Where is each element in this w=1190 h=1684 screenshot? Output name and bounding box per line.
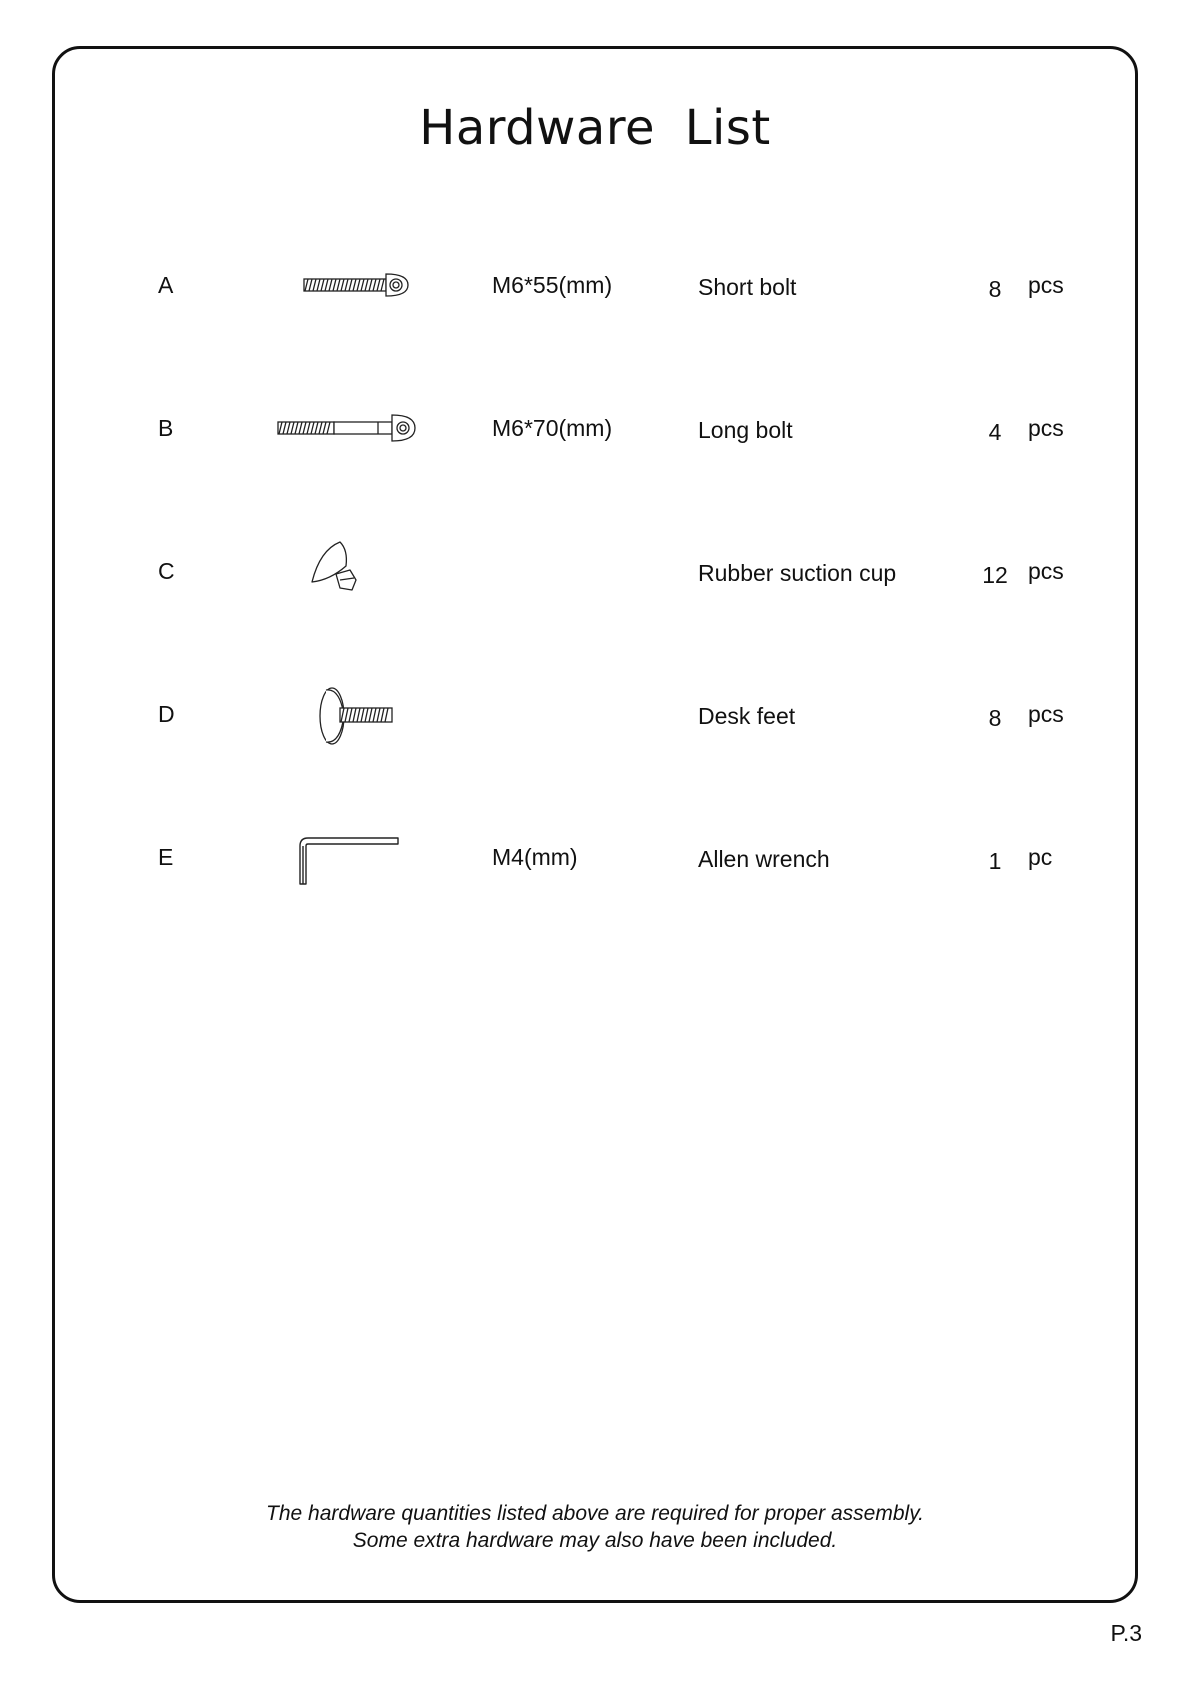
- item-name: Short bolt: [698, 274, 797, 300]
- footnote: [0, 1500, 1190, 1554]
- item-name: Allen wrench: [698, 846, 830, 872]
- item-name: Desk feet: [698, 703, 796, 729]
- item-name: Rubber suction cup: [698, 560, 897, 586]
- suction-cup-icon: [260, 536, 420, 606]
- item-size: M4(mm): [492, 844, 578, 870]
- footnote-line-1: The hardware quantities listed above are required for proper assembly.: [266, 1502, 924, 1525]
- item-unit: pc: [1028, 844, 1053, 870]
- hardware-row-b: [0, 393, 1190, 463]
- item-quantity: 8: [988, 705, 1002, 731]
- item-quantity: 12: [982, 562, 1008, 588]
- item-letter: C: [158, 558, 175, 584]
- desk-foot-icon: [260, 679, 420, 749]
- item-name: Long bolt: [698, 417, 793, 443]
- item-quantity: 4: [988, 419, 1002, 445]
- item-letter: A: [158, 272, 174, 298]
- item-unit: pcs: [1028, 415, 1064, 441]
- page-number: P.3: [1110, 1620, 1142, 1646]
- hardware-row-e: [0, 822, 1190, 892]
- item-unit: pcs: [1028, 558, 1064, 584]
- item-letter: E: [158, 844, 174, 870]
- item-letter: D: [158, 701, 175, 727]
- item-quantity: 8: [988, 276, 1002, 302]
- allen-wrench-icon: [260, 822, 420, 892]
- hardware-row-c: [0, 536, 1190, 606]
- item-unit: pcs: [1028, 272, 1064, 298]
- footnote-line-2: Some extra hardware may also have been included.: [352, 1529, 838, 1552]
- hardware-row-d: [0, 679, 1190, 749]
- item-size: M6*70(mm): [492, 415, 613, 441]
- long-bolt-icon: [260, 393, 420, 463]
- hardware-row-a: [0, 250, 1190, 320]
- item-letter: B: [158, 415, 174, 441]
- short-bolt-icon: [260, 250, 420, 320]
- page-title: Hardware List: [419, 100, 771, 156]
- item-quantity: 1: [988, 848, 1002, 874]
- item-size: M6*55(mm): [492, 272, 613, 298]
- item-unit: pcs: [1028, 701, 1064, 727]
